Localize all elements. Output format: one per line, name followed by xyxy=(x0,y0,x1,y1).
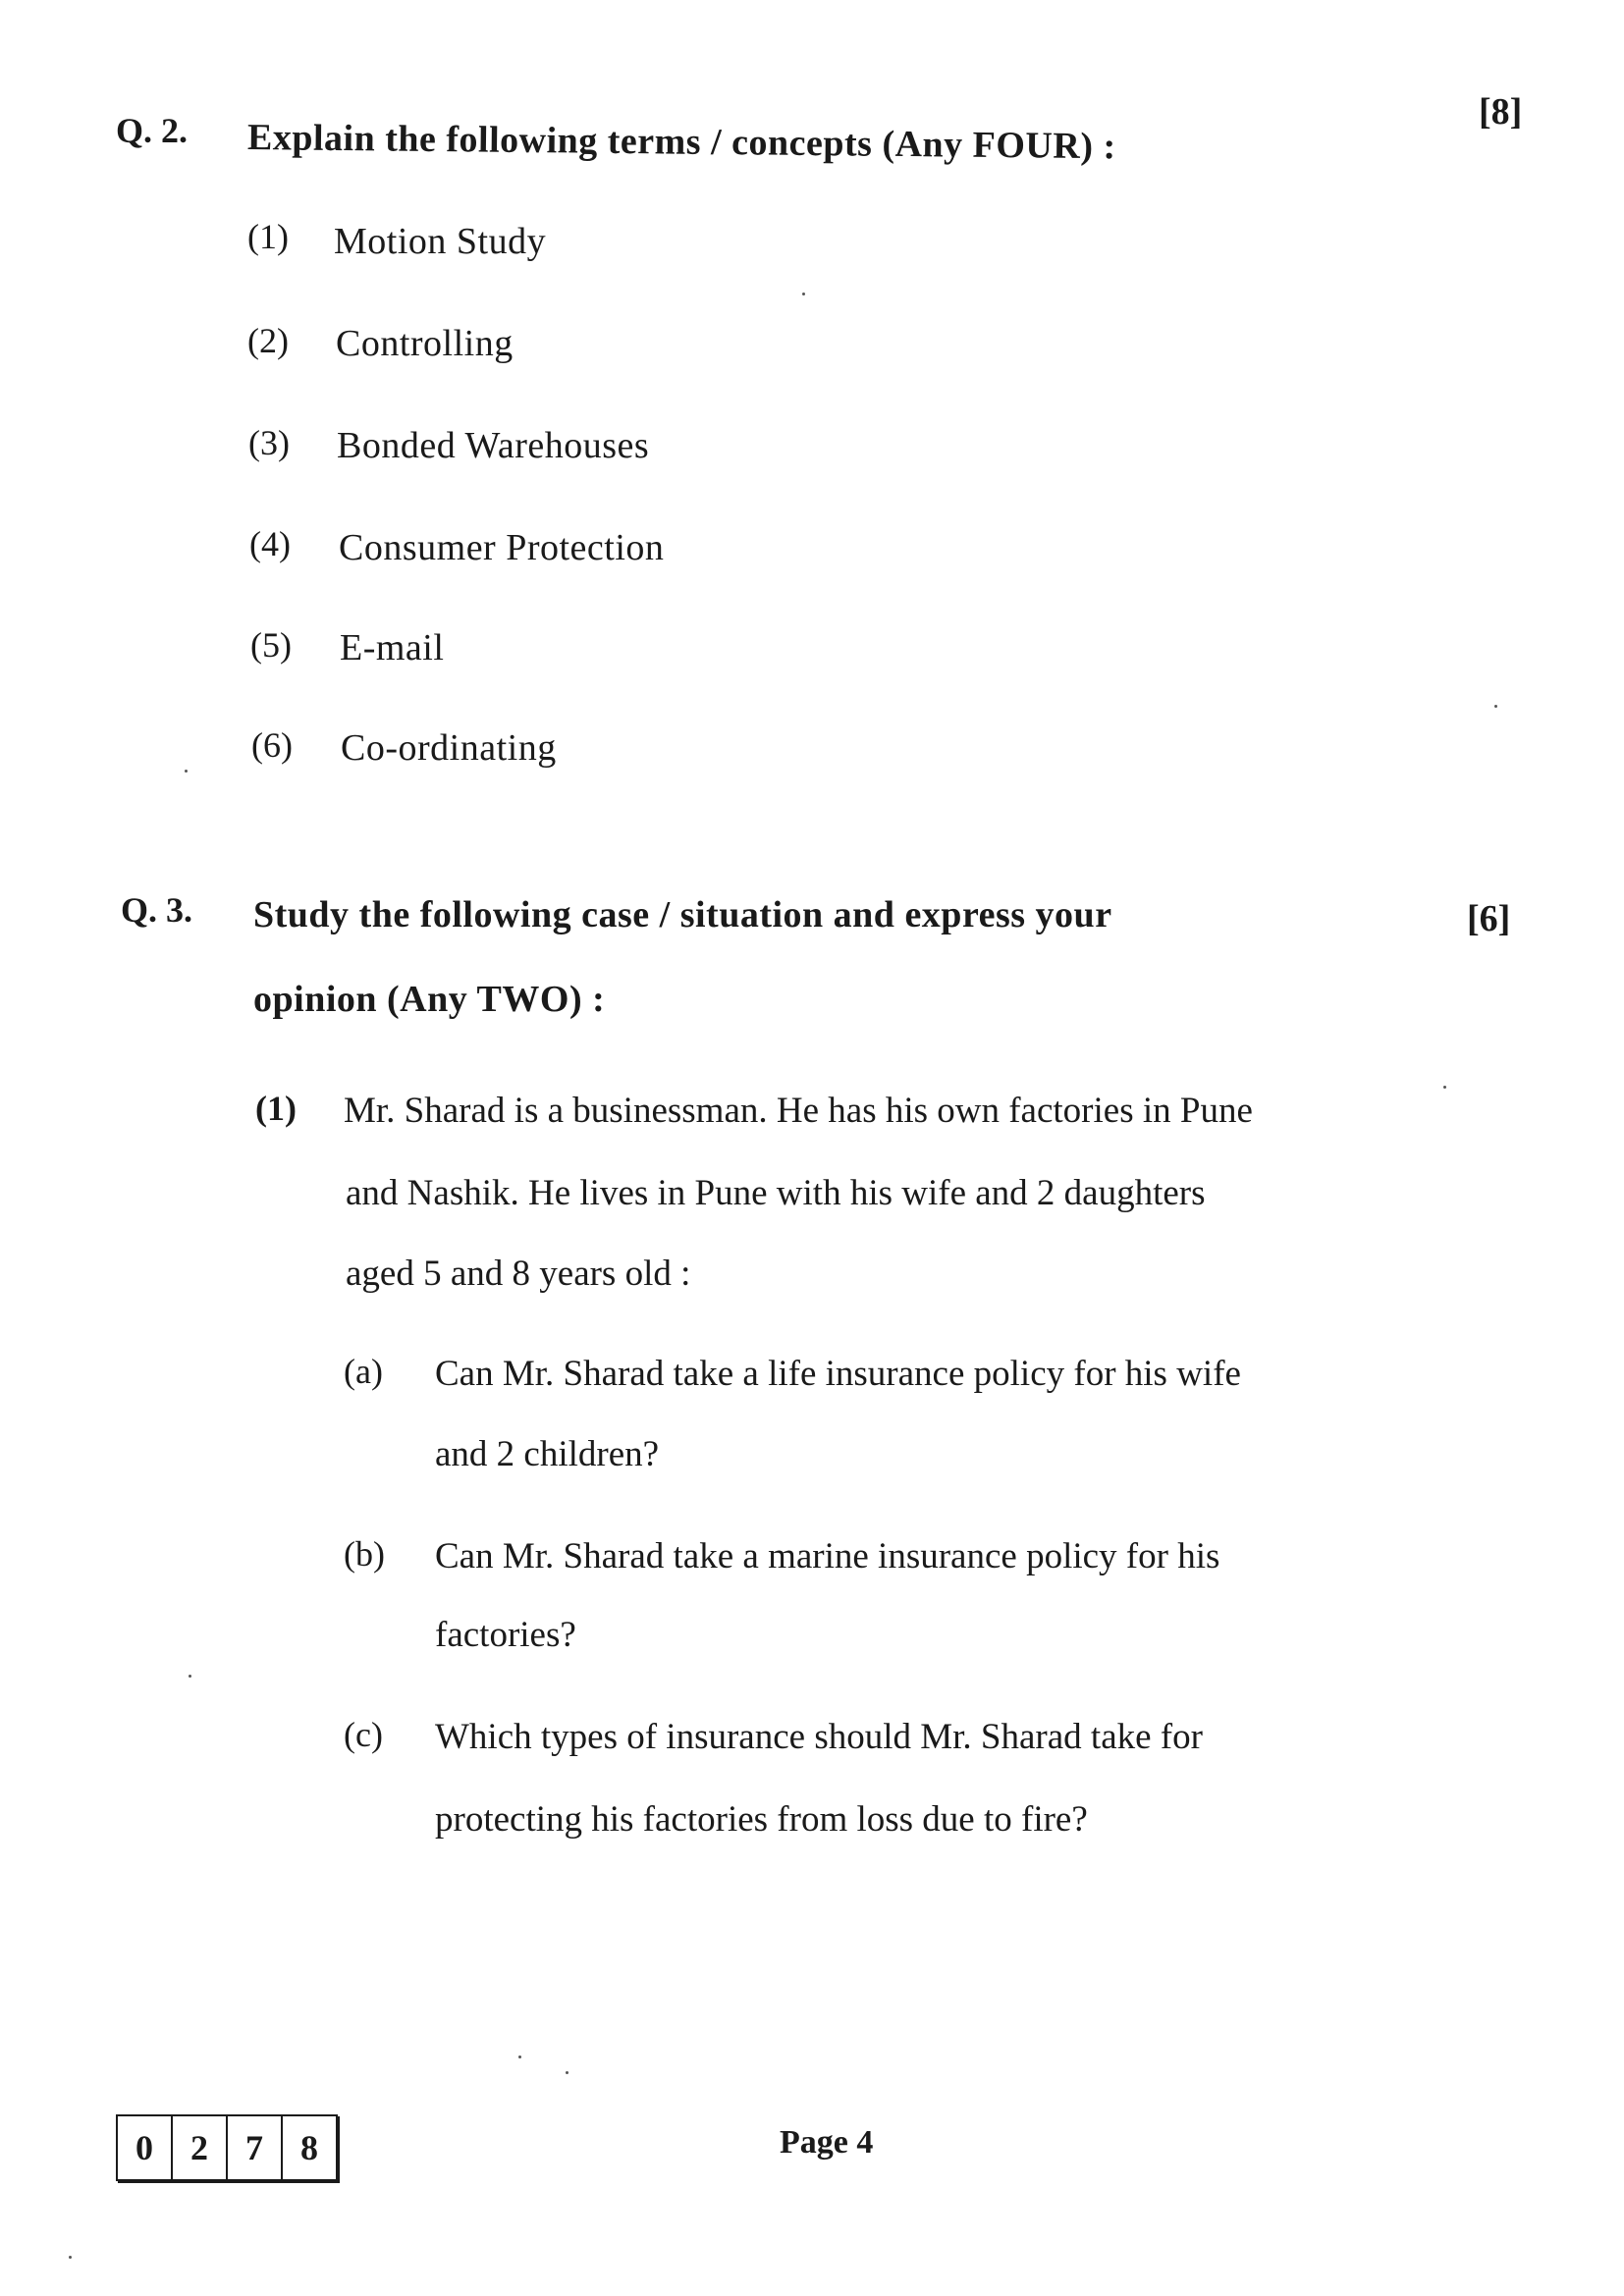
q2-item-number: (5) xyxy=(250,625,292,665)
subquestion-text-line1: Can Mr. Sharad take a life insurance policy for his wife xyxy=(435,1354,1241,1394)
subquestion-text-line2: protecting his factories from loss due to fire? xyxy=(435,1799,1088,1840)
q2-item-label: Co-ordinating xyxy=(341,727,557,769)
case-text-line3: aged 5 and 8 years old : xyxy=(346,1254,691,1294)
q2-text: Explain the following terms / concepts (Any FOUR) : xyxy=(246,117,1116,168)
q2-item-label: Motion Study xyxy=(334,221,547,262)
scan-speck xyxy=(69,2256,72,2259)
q2-item-number: (4) xyxy=(249,524,291,563)
code-digit: 2 xyxy=(171,2116,226,2179)
q2-item-label: Consumer Protection xyxy=(339,527,665,568)
scan-speck xyxy=(189,1675,191,1678)
q3-text-line1: Study the following case / situation and express your xyxy=(253,894,1112,935)
scan-speck xyxy=(185,770,188,773)
q2-item-number: (6) xyxy=(251,725,293,765)
subquestion-number: (b) xyxy=(344,1534,385,1574)
q2-item-label: Bonded Warehouses xyxy=(337,425,650,466)
q2-item-number: (2) xyxy=(247,321,289,360)
subquestion-text-line2: factories? xyxy=(435,1615,576,1655)
scan-speck xyxy=(566,2071,568,2074)
scan-speck xyxy=(802,293,805,295)
subquestion-text-line1: Which types of insurance should Mr. Sharad take for xyxy=(435,1717,1203,1757)
q2-item-label: Controlling xyxy=(336,323,514,364)
case-text-line1: Mr. Sharad is a businessman. He has his own factories in Pune xyxy=(344,1091,1253,1131)
scan-speck xyxy=(518,2056,521,2058)
case-text-line2: and Nashik. He lives in Pune with his wife and 2 daughters xyxy=(346,1173,1206,1213)
q2-item-label: E-mail xyxy=(340,627,445,668)
code-digit: 0 xyxy=(135,2128,153,2167)
scan-speck xyxy=(1494,705,1497,708)
subquestion-number: (a) xyxy=(344,1352,383,1391)
subquestion-text-line1: Can Mr. Sharad take a marine insurance policy for his xyxy=(435,1536,1220,1576)
scan-speck xyxy=(1443,1086,1446,1089)
q2-item-number: (3) xyxy=(248,423,290,462)
q2-marks: [8] xyxy=(1479,91,1523,133)
page-number: Page 4 xyxy=(780,2124,874,2161)
q2-number: Q. 2. xyxy=(116,111,189,150)
q3-number: Q. 3. xyxy=(121,890,193,930)
subquestion-number: (c) xyxy=(344,1715,383,1754)
q3-text-line2: opinion (Any TWO) : xyxy=(253,979,606,1020)
paper-code-box xyxy=(116,2114,338,2181)
subquestion-text-line2: and 2 children? xyxy=(435,1434,660,1474)
case-number: (1) xyxy=(255,1089,297,1128)
q3-marks: [6] xyxy=(1467,898,1511,939)
code-digit: 7 xyxy=(226,2116,281,2179)
code-digit: 8 xyxy=(281,2116,336,2179)
q2-item-number: (1) xyxy=(247,217,289,256)
